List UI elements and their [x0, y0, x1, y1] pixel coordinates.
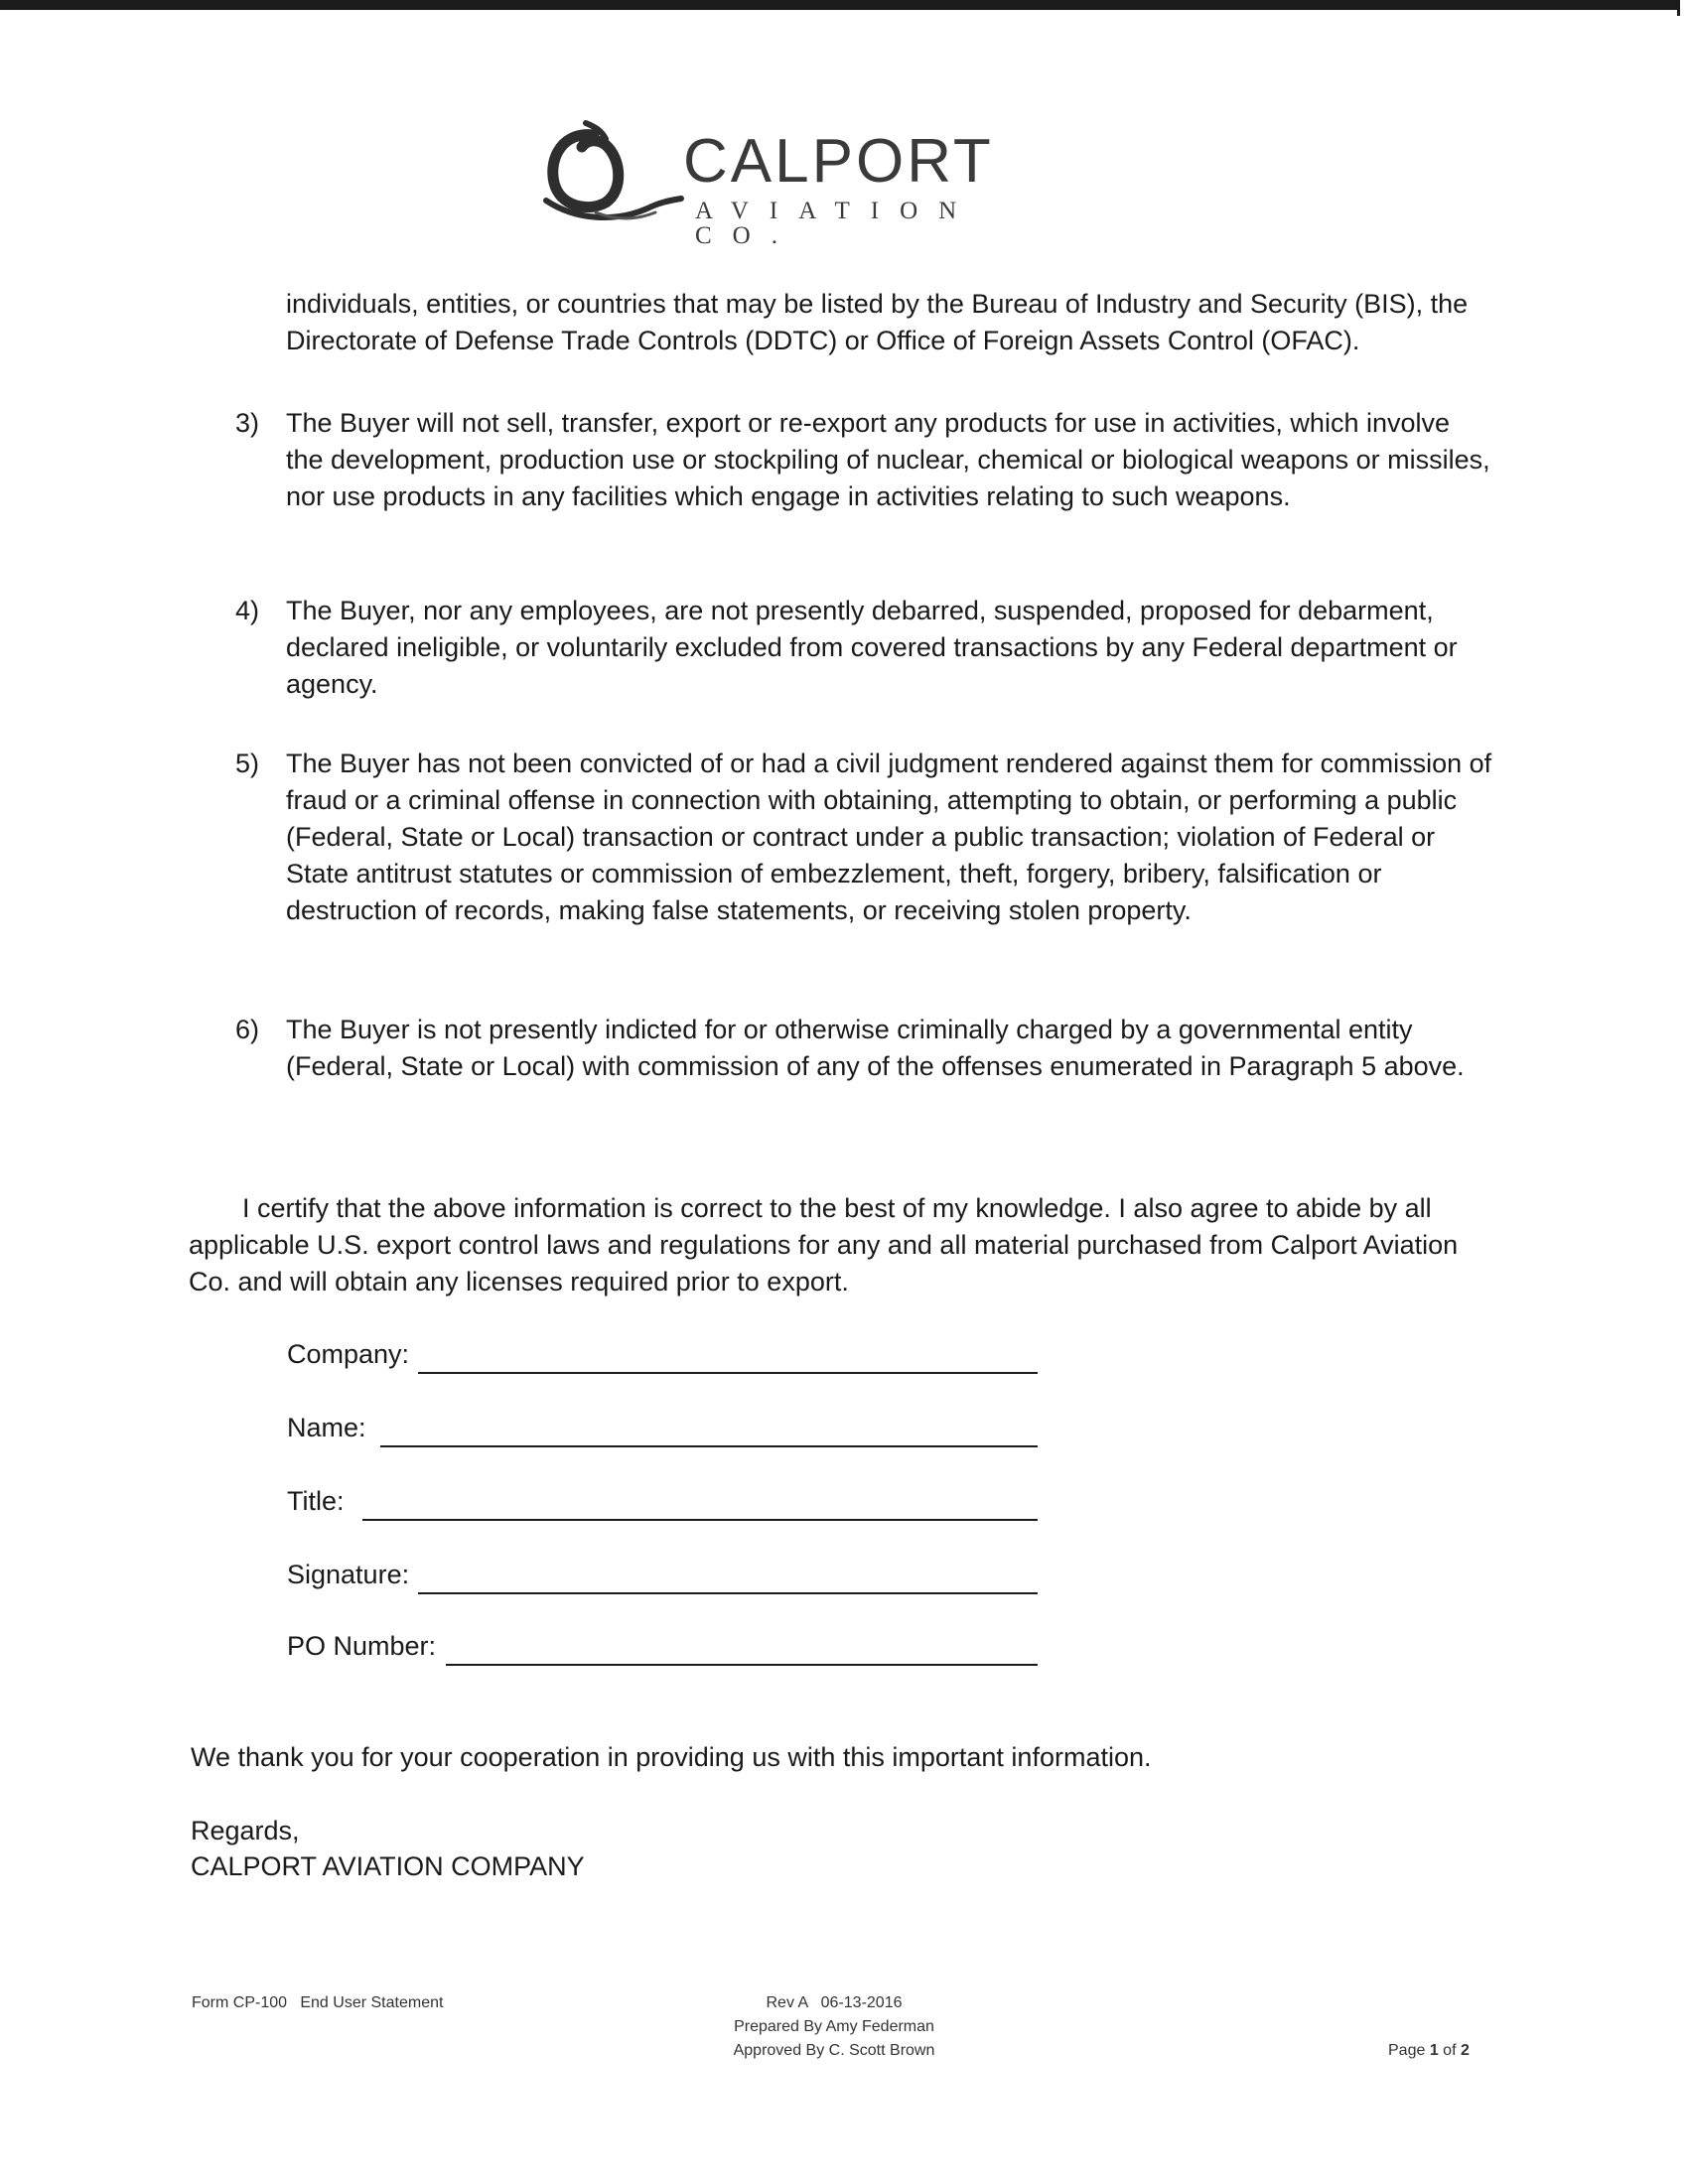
item-number-4: 4) — [235, 596, 260, 625]
footer-approved: Approved By C. Scott Brown — [733, 2042, 935, 2059]
name-line[interactable] — [380, 1445, 1038, 1447]
company-field[interactable] — [287, 1336, 1042, 1376]
item-text-3: The Buyer will not sell, transfer, export or re-export any products for use in activities, which involve the development, production use or stockpiling of nuclear, chemical or biological weapons or missiles, nor use products in any facilities which engage in activities relating to such weapons. — [286, 408, 1490, 511]
logo-subtitle: AVIATION CO. — [695, 198, 978, 249]
scan-edge-right — [1677, 0, 1680, 16]
item-number-5: 5) — [235, 749, 260, 778]
item-number-6: 6) — [235, 1015, 260, 1044]
item-text-6: The Buyer is not presently indicted for or otherwise criminally charged by a governmental entity (Federal, State or Local) with commission of any of the offenses enumerated in Paragraph 5 above. — [286, 1015, 1465, 1081]
item-number-3: 3) — [235, 408, 260, 438]
po-number-label: PO Number: — [287, 1631, 437, 1661]
signature-field[interactable] — [287, 1557, 1042, 1596]
certification-paragraph: I certify that the above information is correct to the best of my knowledge. I also agree to abide by all applicable U.S. export control laws and regulations for any and all material purchased from Calport Aviation Co. and will obtain any licenses required prior to export. — [189, 1193, 1459, 1297]
company-label: Company: — [287, 1339, 410, 1369]
title-field[interactable] — [287, 1483, 1042, 1523]
logo-wordmark: CALPORT — [683, 127, 994, 196]
po-number-field[interactable] — [287, 1628, 1042, 1668]
scan-edge-top — [0, 0, 1678, 10]
title-line[interactable] — [362, 1519, 1038, 1521]
signature-label: Signature: — [287, 1560, 410, 1589]
footer-page-number — [1388, 2039, 1470, 2063]
name-field[interactable] — [287, 1410, 1042, 1449]
page-of: of — [1438, 2042, 1461, 2059]
po-number-line[interactable] — [446, 1664, 1038, 1666]
name-label: Name: — [287, 1413, 366, 1442]
footer-form-id: Form CP-100 End User Statement — [192, 1994, 444, 2011]
footer-rev: Rev A 06-13-2016 — [766, 1994, 903, 2011]
signoff-company: CALPORT AVIATION COMPANY — [191, 1851, 585, 1881]
company-line[interactable] — [418, 1372, 1038, 1374]
logo-swirl-icon — [536, 117, 685, 231]
page-current: 1 — [1429, 2042, 1439, 2059]
title-label: Title: — [287, 1486, 345, 1516]
item-text-5: The Buyer has not been convicted of or had a civil judgment rendered against them for commission of fraud or a criminal offense in connection with obtaining, attempting to obtain, or performing a public (Federal, State or Local) transaction or contract under a public transaction; violation of Federal or State antitrust statutes or commission of embezzlement, theft, forgery, bribery, falsification or destruction of records, making false statements, or receiving stolen property. — [286, 749, 1492, 925]
signature-line[interactable] — [418, 1592, 1038, 1594]
thanks-line: We thank you for your cooperation in providing us with this important information. — [191, 1742, 1152, 1772]
page-prefix: Page — [1388, 2042, 1430, 2059]
footer-prepared: Prepared By Amy Federman — [734, 2018, 934, 2035]
calport-logo — [536, 117, 1092, 249]
item-text-4: The Buyer, nor any employees, are not presently debarred, suspended, proposed for debarment, declared ineligible, or voluntarily excluded from covered transactions by any Federal department or agency. — [286, 596, 1458, 699]
footer-revision-block — [675, 1991, 993, 2063]
regards-line: Regards, — [191, 1816, 300, 1845]
continuation-paragraph: individuals, entities, or countries that may be listed by the Bureau of Industry and Security (BIS), the Directorate of Defense Trade Controls (DDTC) or Office of Foreign Assets Control (OFAC). — [286, 289, 1469, 355]
page-total: 2 — [1460, 2042, 1470, 2059]
